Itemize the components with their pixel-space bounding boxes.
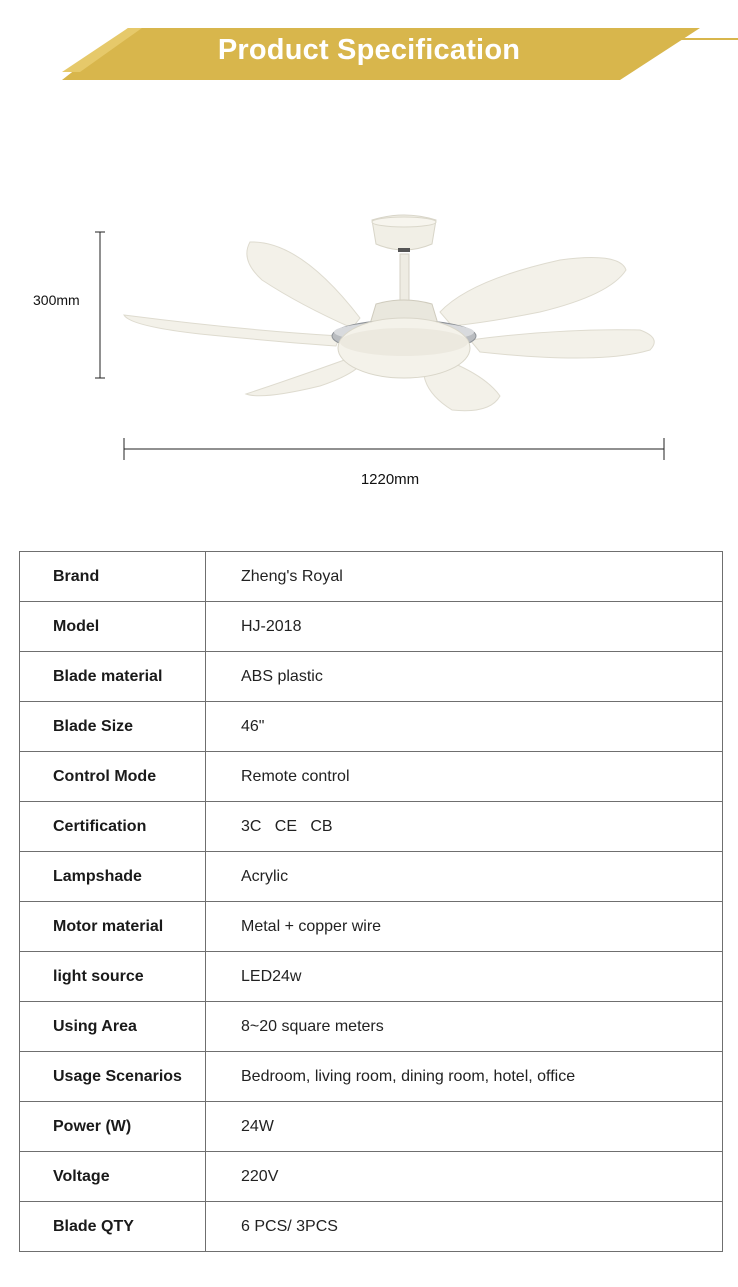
spec-label: Usage Scenarios (20, 1052, 206, 1102)
spec-value: 3C CE CB (206, 802, 723, 852)
spec-label: Certification (20, 802, 206, 852)
spec-value: 46" (206, 702, 723, 752)
spec-label: Blade QTY (20, 1202, 206, 1252)
spec-value: Zheng's Royal (206, 552, 723, 602)
spec-value: Bedroom, living room, dining room, hotel, office (206, 1052, 723, 1102)
spec-value: Remote control (206, 752, 723, 802)
spec-table (19, 551, 723, 1252)
spec-value: 8~20 square meters (206, 1002, 723, 1052)
table-row (20, 1202, 723, 1252)
ceiling-fan-icon (0, 200, 738, 500)
spec-label: Model (20, 602, 206, 652)
table-row (20, 1002, 723, 1052)
header-banner (0, 0, 738, 90)
spec-value: LED24w (206, 952, 723, 1002)
spec-label: Using Area (20, 1002, 206, 1052)
table-row (20, 1052, 723, 1102)
spec-value: 220V (206, 1152, 723, 1202)
spec-label: Control Mode (20, 752, 206, 802)
table-row (20, 802, 723, 852)
table-row (20, 952, 723, 1002)
table-row (20, 1102, 723, 1152)
height-dimension-label: 300mm (33, 292, 80, 308)
table-row (20, 602, 723, 652)
table-row (20, 1152, 723, 1202)
table-row (20, 902, 723, 952)
spec-label: Power (W) (20, 1102, 206, 1152)
table-row (20, 852, 723, 902)
table-row (20, 702, 723, 752)
spec-value: 6 PCS/ 3PCS (206, 1202, 723, 1252)
spec-value: 24W (206, 1102, 723, 1152)
product-diagram (0, 200, 738, 500)
table-row (20, 652, 723, 702)
spec-label: light source (20, 952, 206, 1002)
table-row (20, 552, 723, 602)
spec-label: Brand (20, 552, 206, 602)
spec-label: Blade material (20, 652, 206, 702)
spec-value: HJ-2018 (206, 602, 723, 652)
width-dimension-label: 1220mm (360, 471, 420, 488)
spec-value: Acrylic (206, 852, 723, 902)
spec-label: Blade Size (20, 702, 206, 752)
spec-label: Lampshade (20, 852, 206, 902)
spec-label: Motor material (20, 902, 206, 952)
spec-label: Voltage (20, 1152, 206, 1202)
table-row (20, 752, 723, 802)
spec-value: Metal + copper wire (206, 902, 723, 952)
page-title: Product Specification (217, 34, 521, 66)
spec-value: ABS plastic (206, 652, 723, 702)
